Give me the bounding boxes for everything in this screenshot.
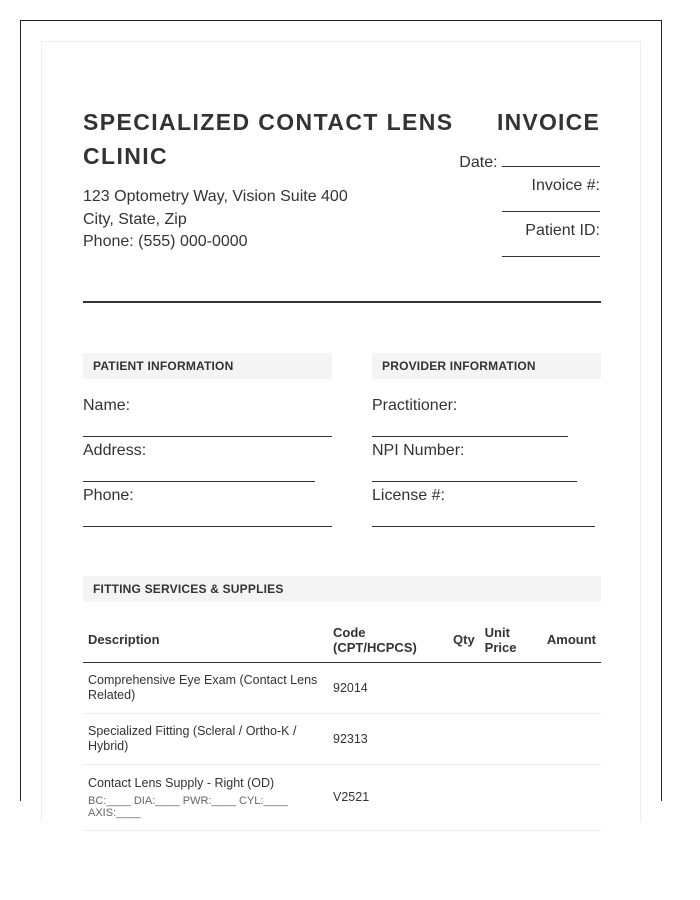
services-table [83,617,601,831]
column-amount: Amount [539,617,601,663]
provider-info-header: PROVIDER INFORMATION [372,353,601,379]
header-divider [83,301,601,303]
patient-id-label: Patient ID: [525,221,600,239]
invoice-title: INVOICE [497,109,600,135]
clinic-address-block [83,186,348,254]
row-code: 92014 [328,663,448,714]
row-description-text: Contact Lens Supply - Right (OD) [88,776,275,790]
patient-id-field[interactable] [502,242,600,257]
patient-info-header: PATIENT INFORMATION [83,353,332,379]
document-frame [20,20,662,819]
table-row [83,663,601,714]
clinic-phone: Phone: (555) 000-0000 [83,233,248,250]
column-code: Code (CPT/HCPCS) [328,617,448,663]
row-qty[interactable] [448,663,480,714]
license-number-field[interactable] [372,526,595,527]
row-description-text: Comprehensive Eye Exam (Contact Lens Related) [88,673,318,702]
row-description-text: Specialized Fitting (Scleral / Ortho-K / Hybrid) [88,724,297,753]
row-description [83,765,328,831]
license-number-label: License #: [372,487,445,504]
patient-phone-field[interactable] [83,526,332,527]
row-qty[interactable] [448,714,480,765]
row-unit-price[interactable] [480,714,539,765]
npi-number-label: NPI Number: [372,442,465,459]
invoice-number-label: Invoice #: [531,176,600,194]
row-code: 92313 [328,714,448,765]
clinic-name: SPECIALIZED CONTACT LENS CLINIC [83,109,454,169]
date-field[interactable] [502,152,600,167]
row-amount[interactable] [539,714,601,765]
clinic-address-line1: 123 Optometry Way, Vision Suite 400 [83,188,348,205]
row-description [83,663,328,714]
row-amount[interactable] [539,663,601,714]
clinic-address-line2: City, State, Zip [83,210,187,228]
patient-id-row [430,242,600,265]
row-unit-price[interactable] [480,663,539,714]
practitioner-label: Practitioner: [372,397,458,414]
row-amount[interactable] [539,765,601,831]
row-description [83,714,328,765]
row-qty[interactable] [448,765,480,831]
npi-number-field[interactable] [372,481,577,482]
invoice-meta [430,152,600,265]
row-code: V2521 [328,765,448,831]
patient-name-label: Name: [83,397,131,414]
date-row [430,152,600,175]
lens-parameters: BC:____ DIA:____ PWR:____ CYL:____ AXIS:____ [88,795,288,819]
table-row [83,714,601,765]
column-description: Description [83,617,328,663]
patient-address-label: Address: [83,442,147,459]
table-row [83,765,601,831]
invoice-number-row [430,197,600,220]
practitioner-field[interactable] [372,436,568,437]
services-table-header-row [83,617,601,663]
services-header: FITTING SERVICES & SUPPLIES [83,576,601,602]
date-label: Date: [459,154,498,171]
invoice-page [41,41,641,822]
patient-name-field[interactable] [83,436,332,437]
invoice-number-field[interactable] [502,197,600,212]
column-qty: Qty [448,617,480,663]
row-unit-price[interactable] [480,765,539,831]
column-unit-price: Unit Price [480,617,539,663]
patient-address-field[interactable] [83,481,315,482]
patient-phone-label: Phone: [83,487,134,504]
